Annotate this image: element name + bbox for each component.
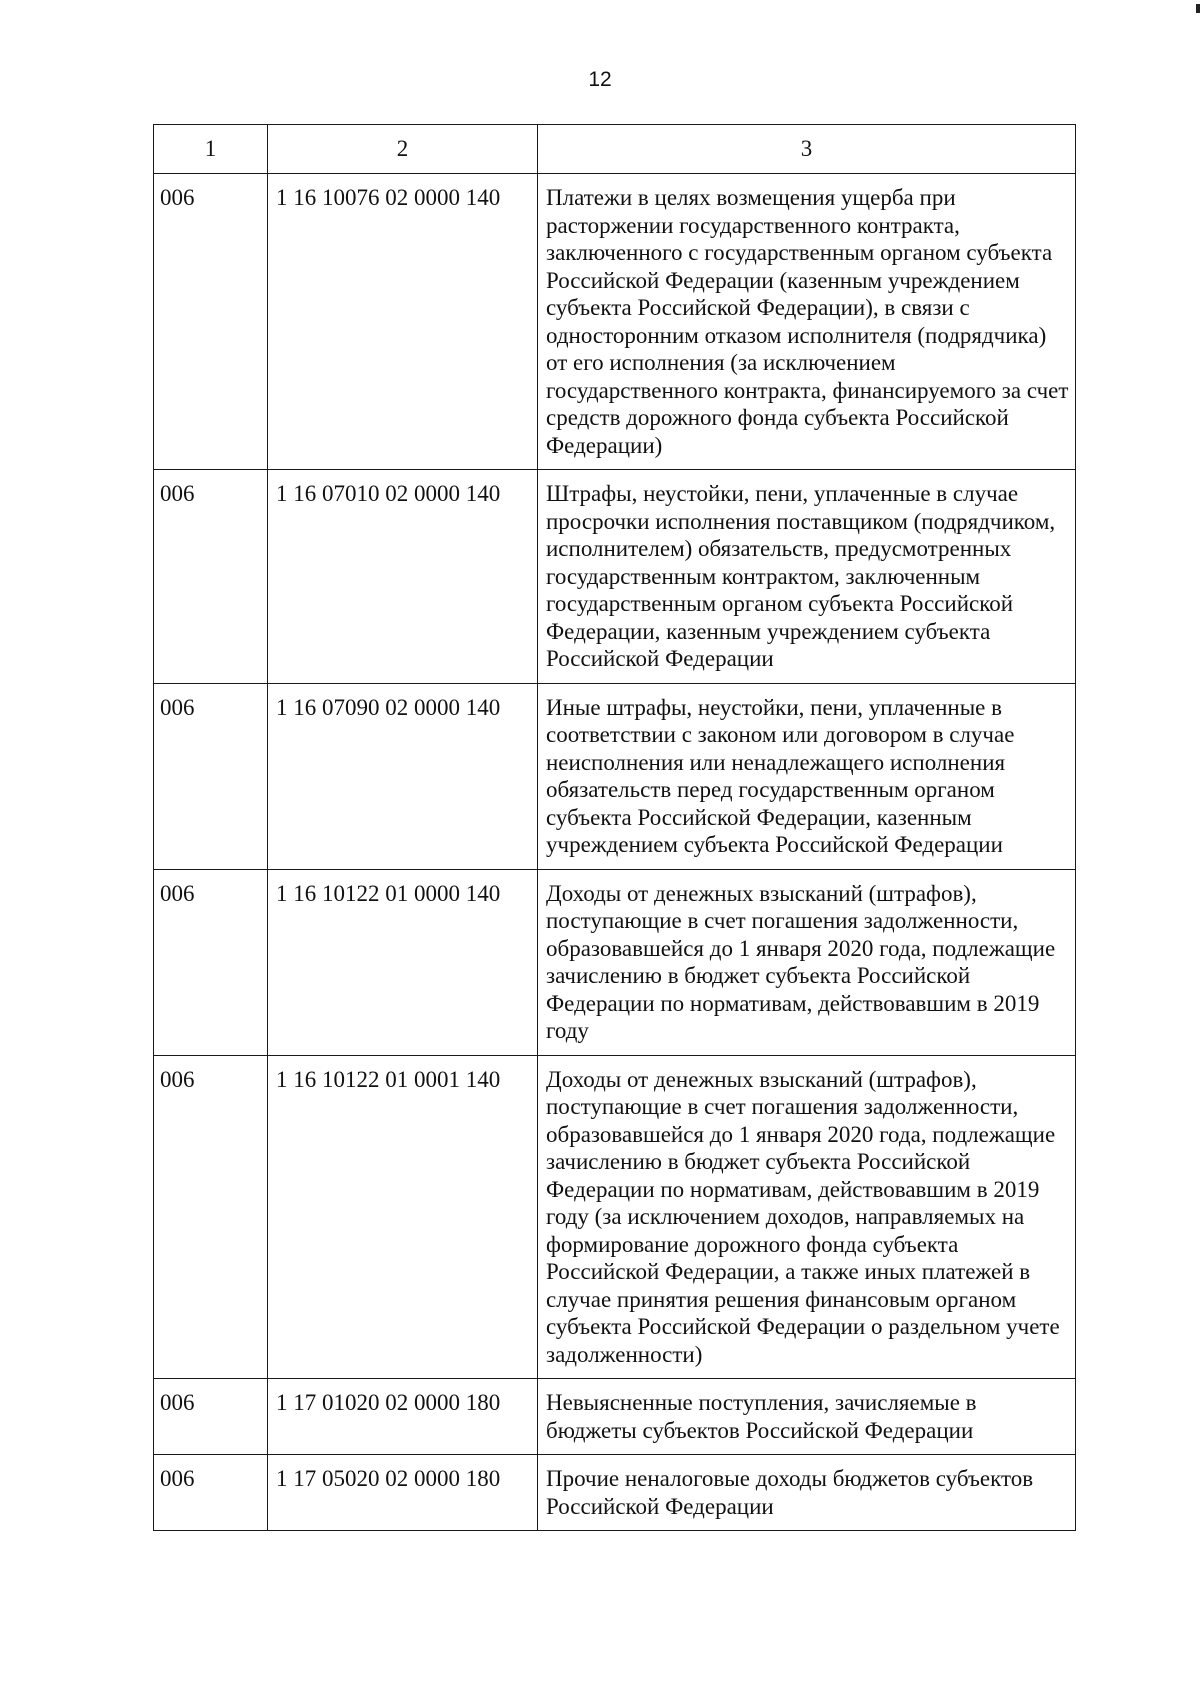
budget-code-cell: 1 16 10076 02 0000 140 (268, 174, 538, 470)
page-number: 12 (588, 68, 612, 91)
admin-code-cell: 006 (154, 174, 268, 470)
admin-code-cell: 006 (154, 869, 268, 1055)
description-cell: Платежи в целях возмещения ущерба при расторжении государственного контракта, заключенного с государственным органом субъекта Российской Федерации (казенным учреждением субъекта Российской Федерации), в связи с односторонним отказом исполнителя (подрядчика) от его исполнения (за исключением государственного контракта, финансируемого за счет средств дорожного фонда субъекта Российской Федерации) (538, 174, 1076, 470)
description-cell: Иные штрафы, неустойки, пени, уплаченные в соответствии с законом или договором в случае неисполнения или ненадлежащего исполнения обязательств перед государственным органом субъекта Российской Федерации, казенным учреждением субъекта Российской Федерации (538, 683, 1076, 869)
budget-code-cell: 1 16 10122 01 0001 140 (268, 1055, 538, 1379)
budget-code-cell: 1 16 10122 01 0000 140 (268, 869, 538, 1055)
description-cell: Прочие неналоговые доходы бюджетов субъектов Российской Федерации (538, 1455, 1076, 1531)
admin-code-cell: 006 (154, 1055, 268, 1379)
description-cell: Доходы от денежных взысканий (штрафов), поступающие в счет погашения задолженности, образовавшейся до 1 января 2020 года, подлежащие зачислению в бюджет субъекта Российской Федерации по нормативам, действовавшим в 2019 году (538, 869, 1076, 1055)
scan-mark (1196, 4, 1200, 13)
admin-code-cell: 006 (154, 683, 268, 869)
budget-code-cell: 1 16 07010 02 0000 140 (268, 470, 538, 684)
budget-code-cell: 1 17 05020 02 0000 180 (268, 1455, 538, 1531)
table-row (154, 1455, 1076, 1531)
column-header-1: 1 (154, 125, 268, 174)
table-row (154, 470, 1076, 684)
admin-code-cell: 006 (154, 470, 268, 684)
admin-code-cell: 006 (154, 1379, 268, 1455)
revenue-codes-table (153, 124, 1076, 1531)
description-cell: Невыясненные поступления, зачисляемые в бюджеты субъектов Российской Федерации (538, 1379, 1076, 1455)
table-header-row (154, 125, 1076, 174)
description-cell: Доходы от денежных взысканий (штрафов), поступающие в счет погашения задолженности, образовавшейся до 1 января 2020 года, подлежащие зачислению в бюджет субъекта Российской Федерации по нормативам, действовавшим в 2019 году (за исключением доходов, направляемых на формирование дорожного фонда субъекта Российской Федерации, а также иных платежей в случае принятия решения финансовым органом субъекта Российской Федерации о раздельном учете задолженности) (538, 1055, 1076, 1379)
admin-code-cell: 006 (154, 1455, 268, 1531)
table-row (154, 174, 1076, 470)
table-row (154, 683, 1076, 869)
budget-code-cell: 1 16 07090 02 0000 140 (268, 683, 538, 869)
column-header-2: 2 (268, 125, 538, 174)
description-cell: Штрафы, неустойки, пени, уплаченные в случае просрочки исполнения поставщиком (подрядчиком, исполнителем) обязательств, предусмотренных государственным контрактом, заключенным государственным органом субъекта Российской Федерации, казенным учреждением субъекта Российской Федерации (538, 470, 1076, 684)
table-row (154, 1055, 1076, 1379)
table-row (154, 869, 1076, 1055)
column-header-3: 3 (538, 125, 1076, 174)
table-row (154, 1379, 1076, 1455)
budget-code-cell: 1 17 01020 02 0000 180 (268, 1379, 538, 1455)
